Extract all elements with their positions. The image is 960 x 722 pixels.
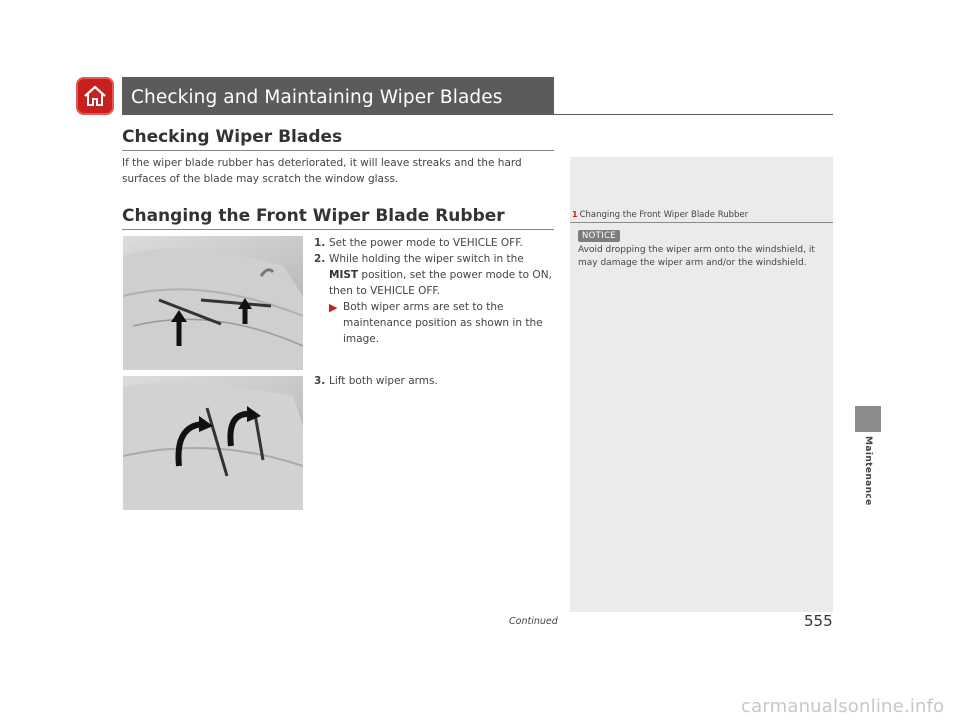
page-title-bar [122,77,554,115]
note-heading [572,210,748,220]
step-text: Set the power mode to VEHICLE OFF. [329,237,523,249]
step-item [312,373,554,389]
section-rule [122,150,554,151]
note-rule [570,222,833,223]
sub-step-item [312,299,554,347]
step-text: While holding the wiper switch in the [329,253,524,265]
notice-badge: NOTICE [578,230,620,242]
section-body-checking: If the wiper blade rubber has deteriorated, it will leave streaks and the hard surfaces of the blade may scratch the window glass. [122,157,522,185]
lift-wiper-arms-image [123,376,303,510]
section-heading-checking: Checking Wiper Blades [122,127,343,147]
title-rule [554,114,833,115]
steps-list-continued [312,373,554,389]
section-rule [122,229,554,230]
step-item [312,235,554,251]
note-panel [570,157,833,612]
windshield-illustration [123,376,303,510]
step-number: 1. [314,237,326,249]
sub-step-text: Both wiper arms are set to the maintenance position as shown in the image. [343,301,543,345]
watermark: carmanualsonline.info [741,696,945,717]
continued-label: Continued [509,616,558,627]
page-title: Checking and Maintaining Wiper Blades [131,87,503,108]
page-number: 555 [804,612,833,630]
step-item [312,251,554,299]
note-marker: 1 [572,210,578,219]
step-number: 2. [314,253,326,265]
chapter-tab-label: Maintenance [863,436,873,506]
chapter-tab[interactable] [855,406,881,432]
step-text: position, set the power mode to ON, then to VEHICLE OFF. [329,269,552,297]
step-text: Lift both wiper arms. [329,375,438,387]
steps-list [312,235,554,347]
section-heading-changing: Changing the Front Wiper Blade Rubber [122,206,505,226]
windshield-illustration [123,236,303,370]
home-icon [82,84,108,108]
home-button[interactable] [76,77,114,115]
notice-text: Avoid dropping the wiper arm onto the windshield, it may damage the wiper arm and/or the windshield. [578,245,815,268]
play-arrow-icon: ▶ [329,301,338,314]
step-number: 3. [314,375,326,387]
wiper-maintenance-position-image [123,236,303,370]
note-heading-text: Changing the Front Wiper Blade Rubber [579,210,749,220]
step-keyword: MIST [329,269,359,281]
